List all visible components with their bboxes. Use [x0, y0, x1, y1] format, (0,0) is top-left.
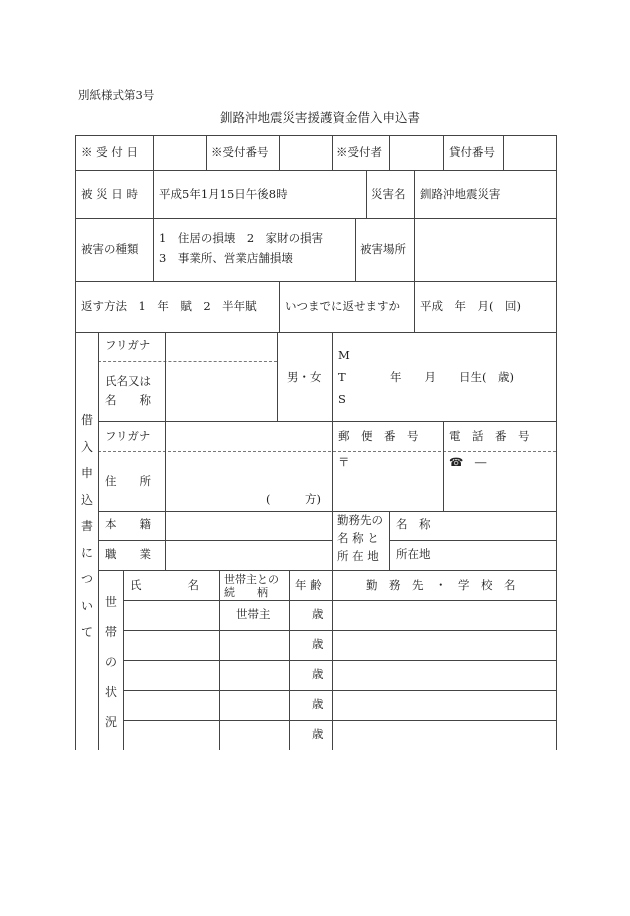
col-name: 氏 名	[130, 578, 199, 592]
disaster-name-value: 釧路沖地震災害	[420, 187, 501, 201]
applicant-section-char: に	[80, 545, 93, 560]
occupation-label: 職 業	[105, 547, 151, 561]
applicant-section-char: 借	[80, 413, 93, 427]
address-suffix: ( 方)	[266, 492, 321, 506]
form-number: 別紙様式第3号	[78, 88, 155, 102]
damage-type-label: 被害の種類	[81, 242, 139, 256]
applicant-section-char: つ	[80, 572, 93, 586]
disaster-name-label: 災害名	[371, 187, 406, 201]
workplace-name-label: 名 称	[396, 517, 431, 531]
era-t: T	[338, 370, 346, 384]
repayment-method: 返す方法 1 年 賦 2 半年賦	[81, 299, 257, 313]
disaster-date-value: 平成5年1月15日午後8時	[159, 187, 288, 201]
furigana2-label: フリガナ	[105, 429, 151, 443]
furigana-label: フリガナ	[105, 338, 151, 352]
applicant-section-label	[80, 414, 94, 653]
household-section-char: 状	[104, 685, 117, 699]
applicant-section-char: い	[80, 598, 93, 613]
age-unit: 歳	[312, 607, 324, 621]
workplace-label-line1: 勤務先の	[337, 513, 383, 527]
name-label-line1: 氏名又は	[105, 374, 151, 388]
applicant-section-char: 書	[80, 519, 93, 533]
disaster-date-label: 被 災 日 時	[81, 187, 138, 201]
col-workplace: 勤 務 先 ・ 学 校 名	[366, 578, 516, 592]
era-s: S	[338, 392, 346, 406]
household-section-char: 帯	[104, 625, 117, 639]
receiver-label: ※受付者	[336, 145, 382, 159]
reception-date-label: ※ 受 付 日	[81, 145, 138, 159]
sex-label: 男・女	[287, 370, 322, 384]
birth-label: 年 月 日生( 歳)	[390, 370, 514, 384]
postal-header: 郵 便 番 号	[338, 429, 419, 443]
phone-mark: ☎ ―	[449, 455, 487, 469]
postal-mark: 〒	[338, 455, 350, 469]
phone-header: 電 話 番 号	[449, 429, 530, 443]
age-unit: 歳	[312, 727, 324, 741]
applicant-section-char: て	[80, 625, 93, 639]
col-relation-line1: 世帯主との	[224, 573, 279, 586]
era-m: M	[338, 348, 350, 362]
applicant-section-char: 込	[80, 492, 93, 507]
applicant-section-char: 申	[80, 466, 93, 480]
address-label: 住 所	[105, 474, 151, 488]
household-section-char: 況	[104, 715, 117, 729]
reception-number-label: ※受付番号	[211, 145, 269, 159]
household-section-char: 世	[104, 595, 117, 609]
repay-until-value: 平成 年 月( 回)	[420, 299, 521, 313]
applicant-section-char: 入	[80, 439, 93, 454]
domicile-label: 本 籍	[105, 517, 151, 531]
workplace-label-line3: 所 在 地	[337, 549, 379, 563]
repay-until-label: いつまでに返せますか	[285, 299, 400, 313]
damage-place-label: 被害場所	[360, 242, 406, 256]
age-unit: 歳	[312, 637, 324, 651]
head-relation: 世帯主	[236, 607, 271, 621]
damage-option-line2: 3 事業所、営業店舗損壊	[159, 251, 293, 265]
workplace-address-label: 所在地	[396, 547, 431, 561]
col-relation-line2: 続 柄	[224, 586, 268, 599]
household-section-char: の	[104, 655, 117, 669]
loan-number-label: 貸付番号	[449, 145, 495, 159]
household-section-label	[104, 596, 118, 746]
workplace-label-line2: 名 称 と	[337, 531, 379, 545]
form-title: 釧路沖地震災害援護資金借入申込書	[220, 110, 421, 125]
damage-option-line1: 1 住居の損壊 2 家財の損害	[159, 231, 324, 245]
age-unit: 歳	[312, 697, 324, 711]
name-label-line2: 名 称	[105, 393, 151, 407]
age-unit: 歳	[312, 667, 324, 681]
col-age: 年 齢	[295, 578, 322, 592]
